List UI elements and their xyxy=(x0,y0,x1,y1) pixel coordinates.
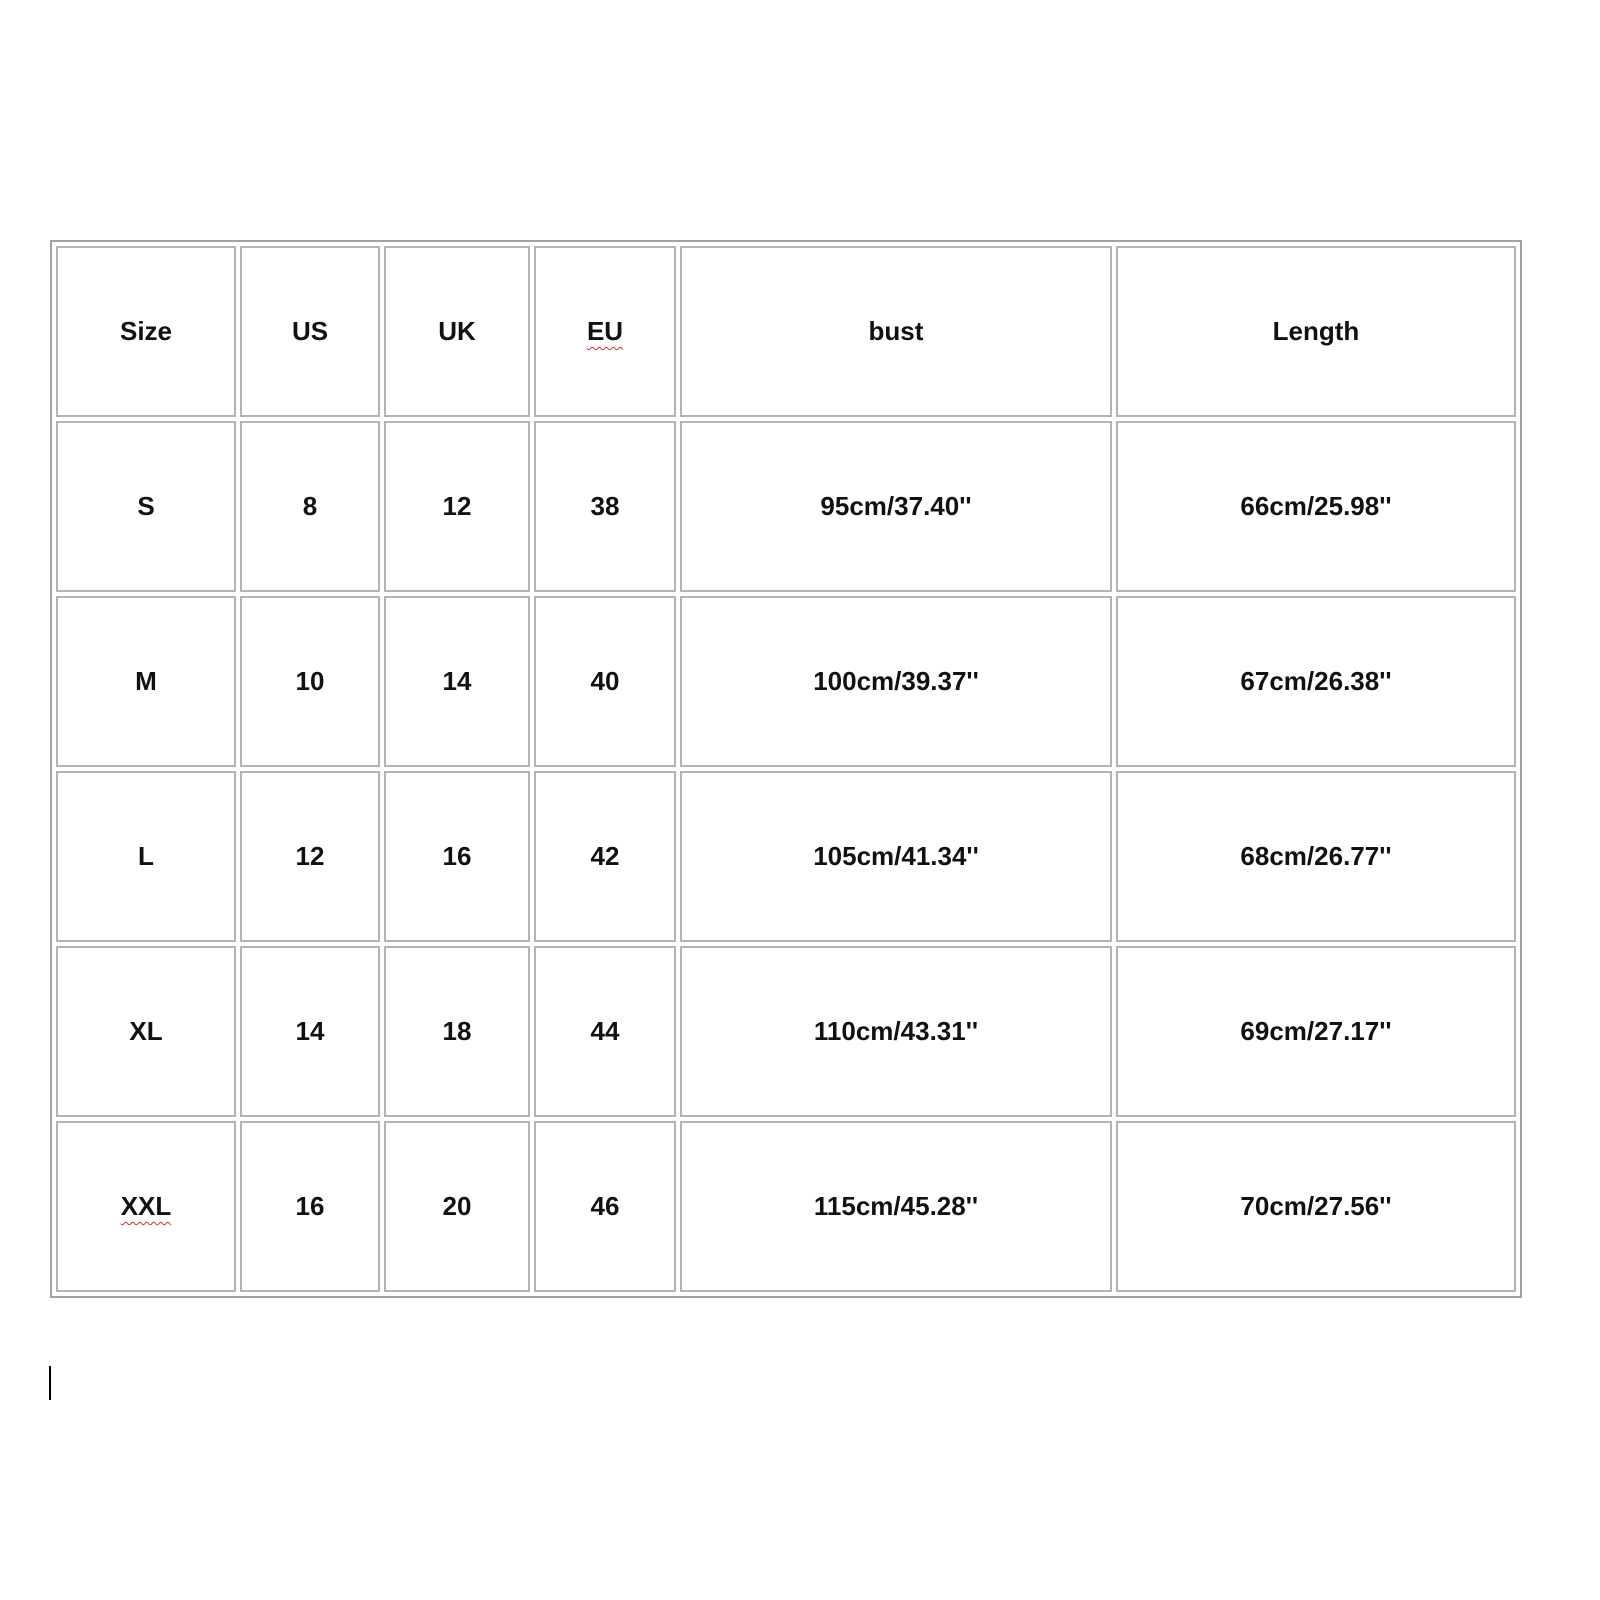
header-cell-bust[interactable]: bust xyxy=(680,246,1112,417)
table-cell-size[interactable]: XL xyxy=(56,946,236,1117)
spellcheck-flagged-text: EU xyxy=(586,316,624,346)
table-cell-length[interactable]: 69cm/27.17'' xyxy=(1116,946,1516,1117)
table-cell-eu[interactable]: 40 xyxy=(534,596,676,767)
table-cell-uk[interactable]: 20 xyxy=(384,1121,530,1292)
table-cell-bust[interactable]: 100cm/39.37'' xyxy=(680,596,1112,767)
spellcheck-flagged-text: XXL xyxy=(120,1191,172,1221)
table-cell-length[interactable]: 68cm/26.77'' xyxy=(1116,771,1516,942)
header-cell-length[interactable]: Length xyxy=(1116,246,1516,417)
table-cell-bust[interactable]: 105cm/41.34'' xyxy=(680,771,1112,942)
table-row xyxy=(56,421,1516,592)
table-cell-length[interactable]: 67cm/26.38'' xyxy=(1116,596,1516,767)
table-cell-us[interactable]: 10 xyxy=(240,596,380,767)
table-cell-bust[interactable]: 95cm/37.40'' xyxy=(680,421,1112,592)
table-cell-us[interactable]: 8 xyxy=(240,421,380,592)
header-cell-uk[interactable]: UK xyxy=(384,246,530,417)
table-row xyxy=(56,771,1516,942)
table-header-row xyxy=(56,246,1516,417)
table-cell-size[interactable]: S xyxy=(56,421,236,592)
table-cell-length[interactable]: 66cm/25.98'' xyxy=(1116,421,1516,592)
table-cell-bust[interactable]: 115cm/45.28'' xyxy=(680,1121,1112,1292)
size-chart-table xyxy=(50,240,1522,1298)
table-cell-uk[interactable]: 14 xyxy=(384,596,530,767)
table-cell-eu[interactable]: 38 xyxy=(534,421,676,592)
table-cell-eu[interactable]: 42 xyxy=(534,771,676,942)
table-cell-us[interactable]: 16 xyxy=(240,1121,380,1292)
header-cell-eu[interactable] xyxy=(534,246,676,417)
header-cell-size[interactable]: Size xyxy=(56,246,236,417)
table-row xyxy=(56,946,1516,1117)
table-cell-size[interactable] xyxy=(56,1121,236,1292)
table-cell-uk[interactable]: 18 xyxy=(384,946,530,1117)
table-cell-us[interactable]: 14 xyxy=(240,946,380,1117)
text-cursor xyxy=(49,1366,51,1400)
header-cell-us[interactable]: US xyxy=(240,246,380,417)
table-cell-bust[interactable]: 110cm/43.31'' xyxy=(680,946,1112,1117)
table-row xyxy=(56,1121,1516,1292)
table-cell-size[interactable]: M xyxy=(56,596,236,767)
table-cell-eu[interactable]: 46 xyxy=(534,1121,676,1292)
table-cell-length[interactable]: 70cm/27.56'' xyxy=(1116,1121,1516,1292)
table-cell-uk[interactable]: 12 xyxy=(384,421,530,592)
table-cell-size[interactable]: L xyxy=(56,771,236,942)
table-cell-uk[interactable]: 16 xyxy=(384,771,530,942)
table-cell-eu[interactable]: 44 xyxy=(534,946,676,1117)
table-row xyxy=(56,596,1516,767)
table-cell-us[interactable]: 12 xyxy=(240,771,380,942)
